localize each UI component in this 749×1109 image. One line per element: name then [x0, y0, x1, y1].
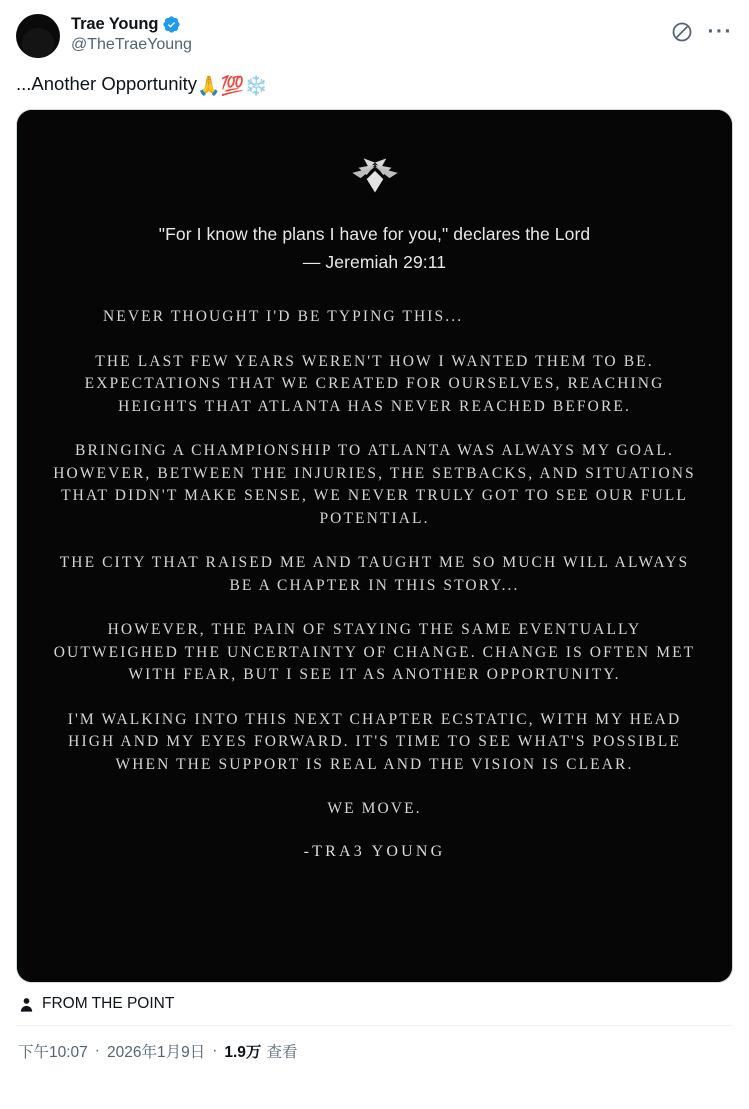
- statement-paragraph: WE MOVE.: [327, 800, 422, 817]
- views-label: 查看: [266, 1044, 298, 1061]
- statement-paragraph: HOWEVER, THE PAIN OF STAYING THE SAME EVENTUALLY OUTWEIGHED THE UNCERTAINTY OF CHANGE. CHANGE IS OFTEN MET WITH FEAR, BUT I SEE IT AS ANOTHER OPPORTUNITY.: [53, 621, 696, 683]
- avatar[interactable]: [16, 14, 60, 58]
- footer-separator-2: ·: [212, 1042, 218, 1059]
- display-name[interactable]: Trae Young: [71, 15, 159, 34]
- statement-image: [17, 110, 732, 982]
- account-handle[interactable]: @TheTraeYoung: [71, 36, 192, 53]
- statement-paragraph: THE LAST FEW YEARS WEREN'T HOW I WANTED THEM TO BE. EXPECTATIONS THAT WE CREATED FOR OURSELVES, REACHING HEIGHTS THAT ATLANTA HAS NEVER REACHED BEFORE.: [84, 352, 665, 415]
- footer-separator: ·: [94, 1042, 100, 1059]
- statement-paragraph: I'M WALKING INTO THIS NEXT CHAPTER ECSTATIC, WITH MY HEAD HIGH AND MY EYES FORWARD. IT'S TIME TO SEE WHAT'S POSSIBLE WHEN THE SUPPORT IS REAL AND THE VISION IS CLEAR.: [67, 710, 682, 773]
- verse-quote: "For I know the plans I have for you," declares the Lord: [158, 224, 591, 244]
- more-options-button[interactable]: ···: [707, 20, 733, 43]
- media-source-label: FROM THE POINT: [42, 995, 175, 1012]
- views-count: 1.9万: [224, 1044, 262, 1061]
- tweet-media-card[interactable]: [16, 109, 733, 983]
- verse-quote-block: [47, 220, 702, 276]
- tweet-header: [16, 10, 733, 58]
- header-actions: [670, 14, 733, 44]
- tweet-emoji: 🙏💯❄️: [197, 76, 268, 97]
- verified-badge-icon: [162, 15, 181, 34]
- person-icon: [18, 996, 35, 1013]
- slashed-circle-icon[interactable]: [670, 20, 694, 44]
- media-source-row[interactable]: [18, 995, 733, 1013]
- statement-signature: -TRA3 YOUNG: [303, 842, 446, 860]
- statement-paragraph: BRINGING A CHAMPIONSHIP TO ATLANTA WAS ALWAYS MY GOAL. HOWEVER, BETWEEN THE INJURIES, THE SETBACKS, AND SITUATIONS THAT DIDN'T MAKE SENSE, WE NEVER TRULY GOT TO SEE OUR FULL POTENTIAL.: [53, 442, 696, 527]
- statement-paragraph: NEVER THOUGHT I'D BE TYPING THIS...: [103, 308, 464, 325]
- tweet-footer: [16, 1025, 733, 1072]
- account-name-block: [71, 14, 659, 54]
- statement-paragraph: THE CITY THAT RAISED ME AND TAUGHT ME SO MUCH WILL ALWAYS BE A CHAPTER IN THIS STORY...: [59, 554, 690, 594]
- tweet-time: 下午10:07: [18, 1044, 88, 1061]
- tweet-text: [16, 71, 733, 99]
- hawks-crest-icon: [47, 158, 702, 194]
- tweet-date: 2026年1月9日: [106, 1044, 206, 1061]
- verse-attribution: — Jeremiah 29:11: [302, 252, 447, 272]
- name-row: [71, 15, 659, 34]
- tweet-text-body: ...Another Opportunity: [16, 73, 197, 94]
